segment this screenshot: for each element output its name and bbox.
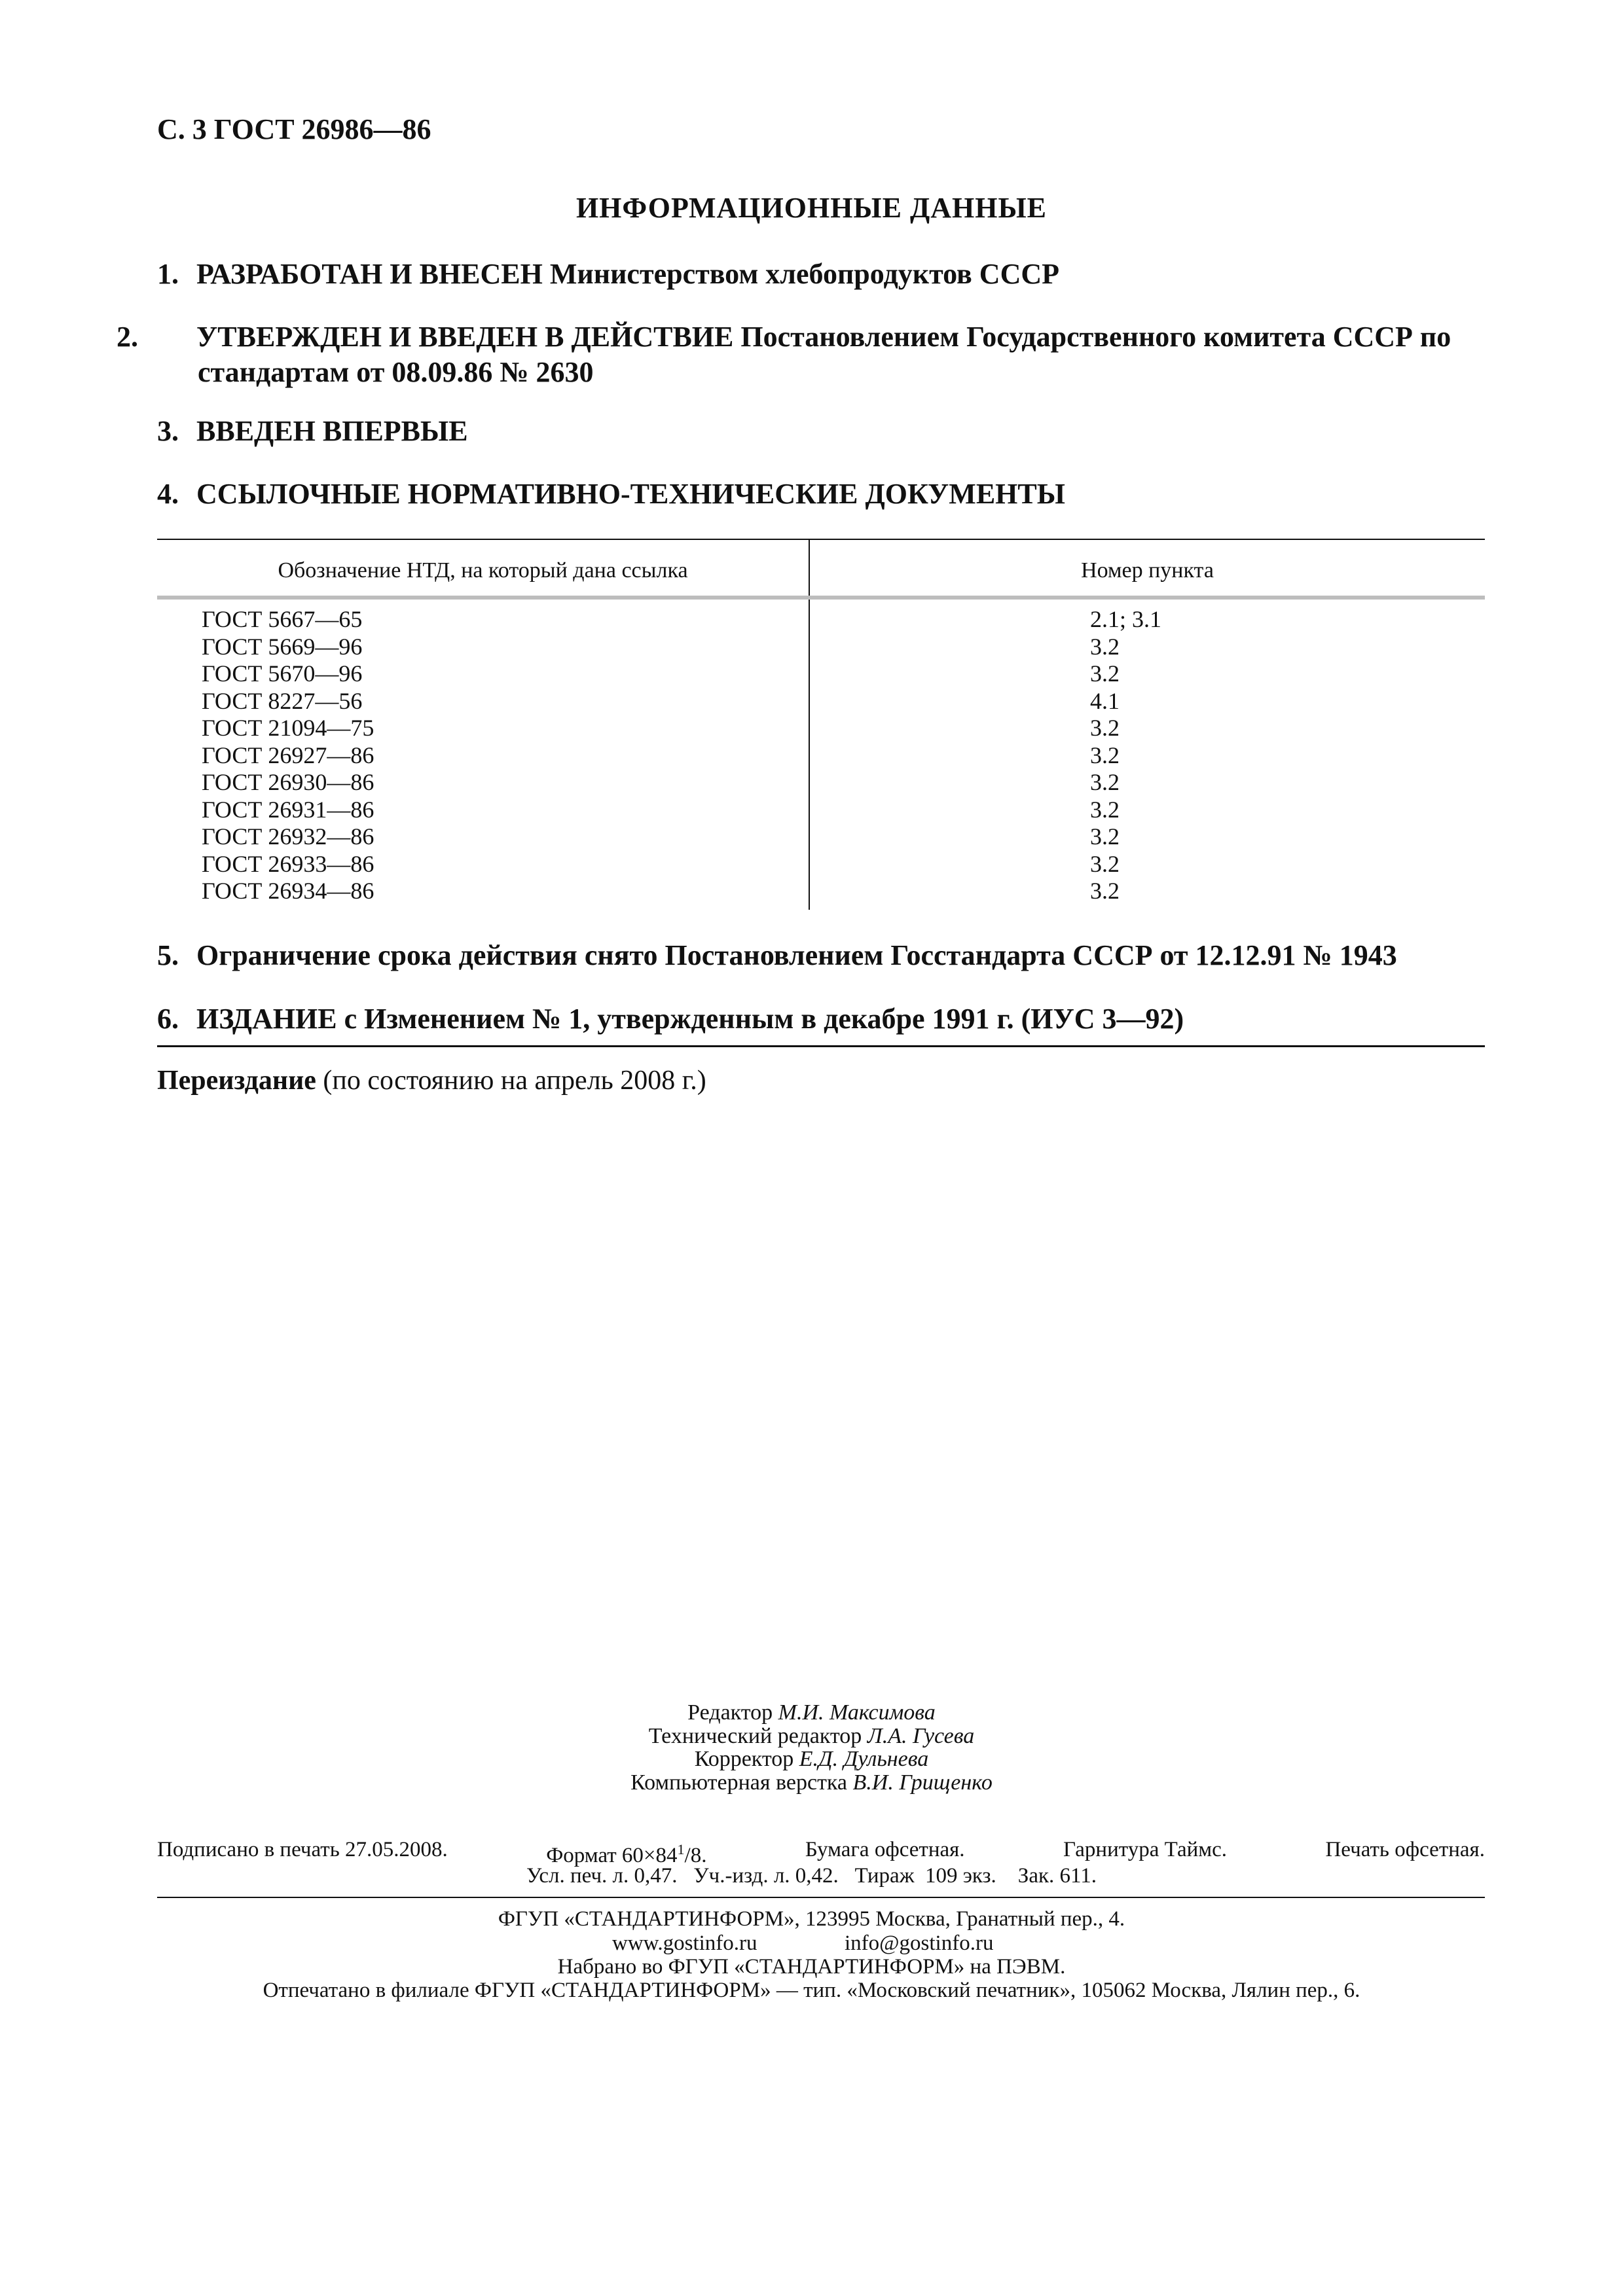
info-item-2 [117,319,1527,390]
reissue-note [157,1065,706,1096]
item-number: 4. [157,478,179,510]
imprint-typeface: Гарнитура Таймс. [1063,1838,1228,1861]
reissue-text: (по состоянию на апрель 2008 г.) [323,1066,706,1096]
credit-proofreader: Корректор Е.Д. Дульнева [694,1747,929,1771]
table-cell-clause: 3.2 [1090,715,1120,741]
publisher-printed: Отпечатано в филиале ФГУП «СТАНДАРТИНФОРМ» — тип. «Московский печатник», 105062 Москва, Лялин пер., 6. [263,1979,1360,2002]
table-clause-column [1090,606,1286,905]
imprint-paper: Бумага офсетная. [805,1838,965,1861]
imprint-line-1 [157,1838,1485,1867]
item-number: 3. [157,415,179,447]
section-title: ИНФОРМАЦИОННЫЕ ДАННЫЕ [575,192,1048,224]
item-text: Министерством хлебопродуктов СССР [549,258,1060,290]
table-cell-clause: 3.2 [1090,850,1120,877]
imprint-print: Печать офсетная. [1325,1838,1485,1861]
table-cell-clause: 3.2 [1090,796,1120,823]
info-item-4 [157,476,1486,512]
item-bold: ССЫЛОЧНЫЕ НОРМАТИВНО-ТЕХНИЧЕСКИЕ ДОКУМЕНТЫ [196,478,1065,510]
credits-block [0,1701,1623,1794]
info-item-3 [157,414,1486,449]
table-header-designation: Обозначение НТД, на который дана ссылка [278,558,688,583]
table-cell-designation: ГОСТ 21094—75 [202,715,374,741]
page-reference: С. 3 ГОСТ 26986—86 [157,113,431,145]
table-header-rule [157,596,1485,600]
table-cell-clause: 3.2 [1090,633,1120,660]
table-header-clause: Номер пункта [1081,558,1214,583]
item-number: 5. [157,939,179,971]
table-column-divider [809,539,810,910]
credit-layout: Компьютерная верстка В.И. Грищенко [630,1770,993,1795]
item-bold: Ограничение срока действия снято Постановлением Госстандарта СССР от 12.12.91 № 1943 [196,939,1397,971]
table-designation-column [202,606,594,905]
item-number: 1. [157,258,179,290]
info-item-1 [157,257,1486,292]
table-cell-designation: ГОСТ 26933—86 [202,850,374,877]
item-bold: РАЗРАБОТАН И ВНЕСЕН [196,258,543,290]
imprint-line-2: Усл. печ. л. 0,47. Уч.-изд. л. 0,42. Тираж 109 экз. Зак. 611. [526,1864,1097,1888]
publisher-typeset: Набрано во ФГУП «СТАНДАРТИНФОРМ» на ПЭВМ. [557,1955,1066,1979]
credit-technical-editor: Технический редактор Л.А. Гусева [648,1723,975,1748]
imprint-format: Формат $60\times 84^1/8$. [546,1841,707,1867]
info-item-6 [157,1001,1486,1037]
item-number: 6. [157,1003,179,1035]
credit-editor: Редактор М.И. Максимова [687,1700,936,1725]
table-cell-designation: ГОСТ 5667—65 [202,606,363,632]
table-cell-designation: ГОСТ 5669—96 [202,633,363,660]
table-cell-clause: 3.2 [1090,769,1120,795]
table-cell-designation: ГОСТ 26930—86 [202,769,374,795]
table-cell-designation: ГОСТ 8227—56 [202,687,363,714]
table-cell-clause: 3.2 [1090,742,1120,768]
table-cell-designation: ГОСТ 26934—86 [202,878,374,904]
table-cell-clause: 3.2 [1090,823,1120,850]
item-bold: УТВЕРЖДЕН И ВВЕДЕН В ДЕЙСТВИЕ [196,321,734,353]
imprint-divider [157,1897,1485,1898]
imprint-signed: Подписано в печать 27.05.2008. [157,1838,448,1861]
publisher-email: info@gostinfo.ru [845,1931,994,1955]
table-cell-clause: 3.2 [1090,878,1120,904]
table-cell-clause: 2.1; 3.1 [1090,606,1162,632]
section-divider [157,1045,1485,1047]
table-cell-designation: ГОСТ 5670—96 [202,660,363,687]
table-cell-designation: ГОСТ 26927—86 [202,742,374,768]
item-text: Постановлением Государственного комитета СССР по стандартам от 08.09.86 № 2630 [198,321,1451,388]
table-cell-designation: ГОСТ 26931—86 [202,796,374,823]
publisher-website: www.gostinfo.ru [612,1931,757,1955]
table-top-rule [157,539,1485,540]
item-bold: ИЗДАНИЕ с Изменением № 1, утвержденным в декабре 1991 г. (ИУС 3—92) [196,1003,1184,1035]
table-cell-clause: 4.1 [1090,687,1120,714]
item-bold: ВВЕДЕН ВПЕРВЫЕ [196,415,468,447]
table-cell-clause: 3.2 [1090,660,1120,687]
info-item-5 [157,938,1486,973]
reissue-label: Переиздание [157,1066,316,1096]
publisher-address: ФГУП «СТАНДАРТИНФОРМ», 123995 Москва, Гранатный пер., 4. [498,1907,1125,1931]
item-number: 2. [117,321,138,353]
table-cell-designation: ГОСТ 26932—86 [202,823,374,850]
